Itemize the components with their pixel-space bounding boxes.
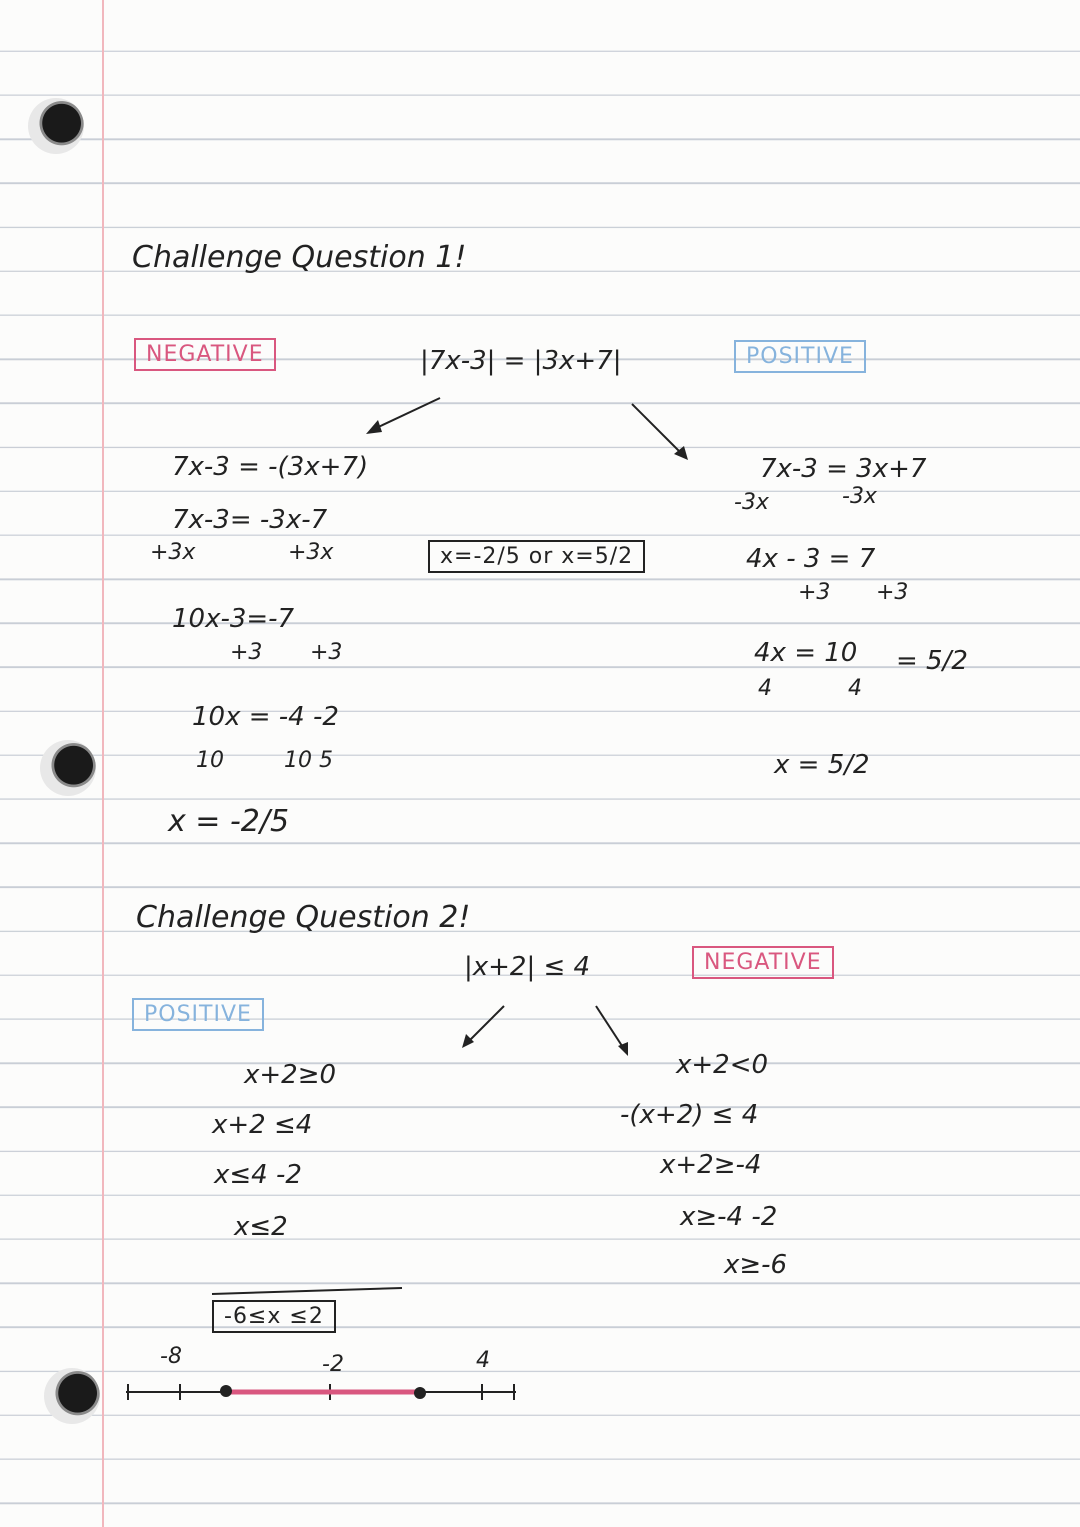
q2-neg-step-2: -(x+2) ≤ 4 [620, 1100, 759, 1130]
q1-equation: |7x-3| = |3x+7| [420, 346, 622, 376]
q1-neg-step-7a: 10 [196, 748, 224, 773]
q2-left-arrow [466, 1006, 504, 1044]
q1-left-arrow [372, 398, 440, 430]
q1-pos-step-6a: 4 [758, 676, 772, 701]
q1-neg-step-5a: +3 [230, 640, 263, 665]
q1-pos-result: x = 5/2 [774, 750, 870, 780]
q2-neg-step-3: x+2≥-4 [660, 1150, 762, 1180]
number-line-closed-dot-left [220, 1385, 232, 1397]
q2-neg-step-4: x≥-4 -2 [680, 1202, 778, 1232]
q2-pos-step-1: x+2≥0 [244, 1060, 337, 1090]
q1-neg-step-6: 10x = -4 -2 [192, 702, 339, 732]
q1-pos-step-2b: -3x [842, 484, 877, 509]
q1-pos-step-6b: 4 [848, 676, 862, 701]
q1-pos-step-4b: +3 [876, 580, 909, 605]
q1-pos-step-7: = 5/2 [896, 646, 968, 676]
q1-neg-step-1: 7x-3 = -(3x+7) [172, 452, 369, 482]
q1-pos-step-5: 4x = 10 [754, 638, 858, 668]
q1-neg-step-3a: +3x [150, 540, 196, 565]
q1-neg-step-2: 7x-3= -3x-7 [172, 505, 328, 535]
q1-left-arrowhead [366, 420, 382, 434]
q2-neg-step-1: x+2<0 [676, 1050, 769, 1080]
q1-title: Challenge Question 1! [132, 240, 467, 275]
q1-neg-result: x = -2/5 [168, 804, 290, 839]
q1-pos-step-2a: -3x [734, 490, 769, 515]
q1-pos-step-1: 7x-3 = 3x+7 [760, 454, 927, 484]
q2-answer-box: -6≤x ≤2 [212, 1300, 336, 1333]
q2-pos-step-2: x+2 ≤4 [212, 1110, 313, 1140]
q2-answer-topline [212, 1288, 402, 1294]
q2-positive-label: POSITIVE [132, 998, 264, 1031]
q1-right-arrow [632, 404, 684, 456]
q2-right-arrowhead [618, 1042, 628, 1056]
q2-inequality: |x+2| ≤ 4 [464, 952, 591, 982]
number-line-label-left: -8 [160, 1344, 182, 1369]
q1-answer-box: x=-2/5 or x=5/2 [428, 540, 645, 573]
number-line-label-middle: -2 [322, 1352, 344, 1377]
q1-neg-step-3b: +3x [288, 540, 334, 565]
q1-negative-label: NEGATIVE [134, 338, 276, 371]
q1-pos-step-3: 4x - 3 = 7 [746, 544, 876, 574]
q1-neg-step-4: 10x-3=-7 [172, 604, 295, 634]
q2-left-arrowhead [462, 1034, 474, 1048]
q1-neg-step-5b: +3 [310, 640, 343, 665]
number-line-closed-dot-right [414, 1387, 426, 1399]
q1-neg-step-7b: 10 5 [284, 748, 333, 773]
number-line-label-right: 4 [476, 1348, 490, 1373]
q2-neg-step-5: x≥-6 [724, 1250, 788, 1280]
q1-pos-step-4a: +3 [798, 580, 831, 605]
q1-positive-label: POSITIVE [734, 340, 866, 373]
q2-pos-step-4: x≤2 [234, 1212, 288, 1242]
q2-negative-label: NEGATIVE [692, 946, 834, 979]
q2-pos-step-3: x≤4 -2 [214, 1160, 302, 1190]
q2-title: Challenge Question 2! [136, 900, 471, 935]
